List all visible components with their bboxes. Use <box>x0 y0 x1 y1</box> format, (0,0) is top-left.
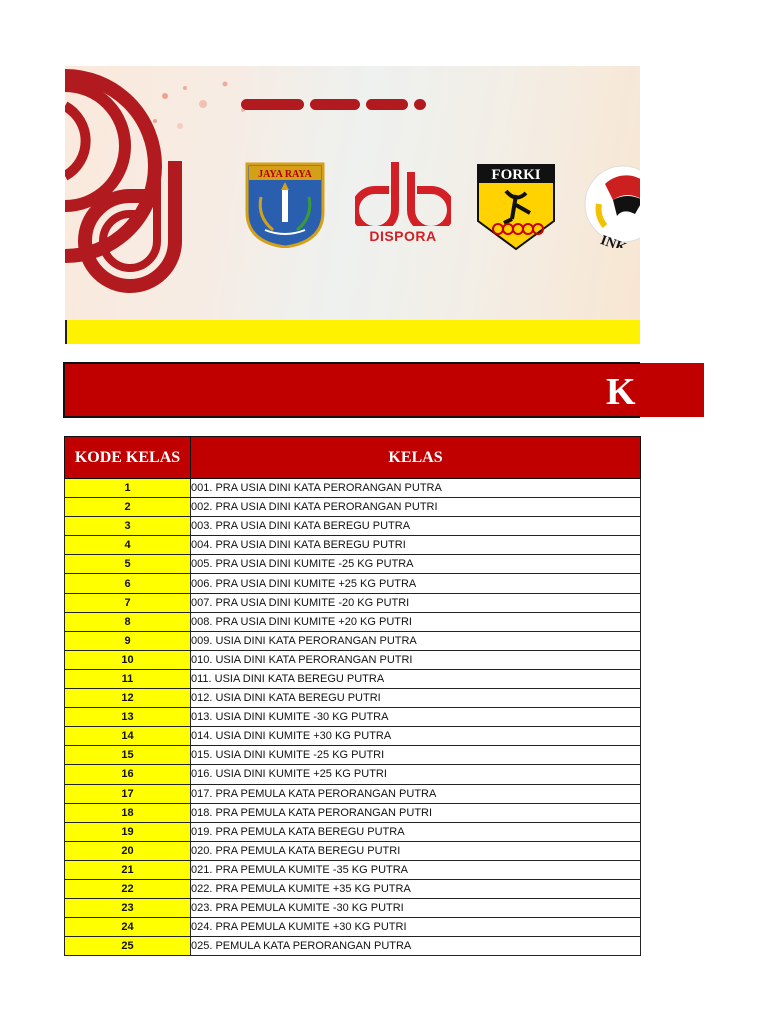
kode-kelas-cell[interactable]: 22 <box>65 879 191 898</box>
kelas-cell[interactable]: 005. PRA USIA DINI KUMITE -25 KG PUTRA <box>191 555 641 574</box>
svg-text:FORKI: FORKI <box>491 167 541 183</box>
table-row[interactable] <box>65 574 641 593</box>
table-row[interactable] <box>65 727 641 746</box>
table-row[interactable] <box>65 536 641 555</box>
kode-kelas-cell[interactable]: 19 <box>65 822 191 841</box>
kode-kelas-cell[interactable]: 1 <box>65 479 191 498</box>
kode-kelas-cell[interactable]: 4 <box>65 536 191 555</box>
kode-kelas-cell[interactable]: 13 <box>65 708 191 727</box>
table-row[interactable] <box>65 746 641 765</box>
table-row[interactable] <box>65 784 641 803</box>
yellow-strip <box>65 320 640 344</box>
kode-kelas-cell[interactable]: 21 <box>65 860 191 879</box>
kode-kelas-cell[interactable]: 15 <box>65 746 191 765</box>
kode-kelas-cell[interactable]: 23 <box>65 899 191 918</box>
dispora-logo: DISPORA <box>355 160 451 244</box>
table-row[interactable] <box>65 517 641 536</box>
kelas-cell[interactable]: 001. PRA USIA DINI KATA PERORANGAN PUTRA <box>191 479 641 498</box>
kode-kelas-cell[interactable]: 25 <box>65 937 191 956</box>
table-row[interactable] <box>65 841 641 860</box>
header-kelas: KELAS <box>191 437 641 479</box>
kode-kelas-cell[interactable]: 8 <box>65 612 191 631</box>
table-row[interactable] <box>65 631 641 650</box>
title-bar <box>63 362 640 418</box>
decorative-pills <box>241 99 426 110</box>
kode-kelas-cell[interactable]: 2 <box>65 498 191 517</box>
kode-kelas-cell[interactable]: 7 <box>65 593 191 612</box>
kelas-cell[interactable]: 006. PRA USIA DINI KUMITE +25 KG PUTRA <box>191 574 641 593</box>
inkai-logo <box>583 164 640 248</box>
kelas-table <box>64 436 641 956</box>
table-row[interactable] <box>65 689 641 708</box>
svg-text:INK: INK <box>598 233 629 248</box>
header-banner <box>65 66 640 320</box>
kelas-cell[interactable]: 022. PRA PEMULA KUMITE +35 KG PUTRA <box>191 879 641 898</box>
kelas-cell[interactable]: 008. PRA USIA DINI KUMITE +20 KG PUTRI <box>191 612 641 631</box>
kode-kelas-cell[interactable]: 14 <box>65 727 191 746</box>
kelas-cell[interactable]: 024. PRA PEMULA KUMITE +30 KG PUTRI <box>191 918 641 937</box>
kelas-cell[interactable]: 025. PEMULA KATA PERORANGAN PUTRA <box>191 937 641 956</box>
kode-kelas-cell[interactable]: 18 <box>65 803 191 822</box>
table-row[interactable] <box>65 822 641 841</box>
svg-text:JAYA RAYA: JAYA RAYA <box>258 169 312 180</box>
header-kode-kelas: KODE KELAS <box>65 437 191 479</box>
table-row[interactable] <box>65 918 641 937</box>
decorative-swirl <box>65 66 205 320</box>
kelas-cell[interactable]: 023. PRA PEMULA KUMITE -30 KG PUTRI <box>191 899 641 918</box>
kelas-cell[interactable]: 018. PRA PEMULA KATA PERORANGAN PUTRI <box>191 803 641 822</box>
kelas-cell[interactable]: 007. PRA USIA DINI KUMITE -20 KG PUTRI <box>191 593 641 612</box>
kelas-cell[interactable]: 016. USIA DINI KUMITE +25 KG PUTRI <box>191 765 641 784</box>
jaya-raya-emblem <box>243 162 327 248</box>
kelas-cell[interactable]: 021. PRA PEMULA KUMITE -35 KG PUTRA <box>191 860 641 879</box>
kelas-cell[interactable]: 009. USIA DINI KATA PERORANGAN PUTRA <box>191 631 641 650</box>
kelas-cell[interactable]: 012. USIA DINI KATA BEREGU PUTRI <box>191 689 641 708</box>
table-row[interactable] <box>65 612 641 631</box>
table-row[interactable] <box>65 899 641 918</box>
kelas-cell[interactable]: 020. PRA PEMULA KATA BEREGU PUTRI <box>191 841 641 860</box>
table-row[interactable] <box>65 708 641 727</box>
table-row[interactable] <box>65 803 641 822</box>
kode-kelas-cell[interactable]: 12 <box>65 689 191 708</box>
kelas-cell[interactable]: 003. PRA USIA DINI KATA BEREGU PUTRA <box>191 517 641 536</box>
kode-kelas-cell[interactable]: 24 <box>65 918 191 937</box>
kode-kelas-cell[interactable]: 17 <box>65 784 191 803</box>
kode-kelas-cell[interactable]: 20 <box>65 841 191 860</box>
kelas-cell[interactable]: 004. PRA USIA DINI KATA BEREGU PUTRI <box>191 536 641 555</box>
kode-kelas-cell[interactable]: 11 <box>65 669 191 688</box>
kelas-cell[interactable]: 019. PRA PEMULA KATA BEREGU PUTRA <box>191 822 641 841</box>
table-row[interactable] <box>65 765 641 784</box>
kelas-cell[interactable]: 015. USIA DINI KUMITE -25 KG PUTRI <box>191 746 641 765</box>
table-body <box>65 479 641 956</box>
kode-kelas-cell[interactable]: 9 <box>65 631 191 650</box>
table-row[interactable] <box>65 860 641 879</box>
table-row[interactable] <box>65 669 641 688</box>
table-row[interactable] <box>65 593 641 612</box>
kelas-cell[interactable]: 013. USIA DINI KUMITE -30 KG PUTRA <box>191 708 641 727</box>
table-row[interactable] <box>65 555 641 574</box>
kode-kelas-cell[interactable]: 10 <box>65 650 191 669</box>
table-row[interactable] <box>65 498 641 517</box>
forki-logo <box>476 163 556 251</box>
table-row[interactable] <box>65 879 641 898</box>
kelas-cell[interactable]: 017. PRA PEMULA KATA PERORANGAN PUTRA <box>191 784 641 803</box>
kelas-cell[interactable]: 002. PRA USIA DINI KATA PERORANGAN PUTRI <box>191 498 641 517</box>
page-title: K <box>606 371 636 413</box>
table-row[interactable] <box>65 479 641 498</box>
kelas-cell[interactable]: 010. USIA DINI KATA PERORANGAN PUTRI <box>191 650 641 669</box>
table-row[interactable] <box>65 650 641 669</box>
kelas-cell[interactable]: 014. USIA DINI KUMITE +30 KG PUTRA <box>191 727 641 746</box>
table-row[interactable] <box>65 937 641 956</box>
kode-kelas-cell[interactable]: 6 <box>65 574 191 593</box>
title-bar-extension <box>640 363 704 417</box>
kode-kelas-cell[interactable]: 16 <box>65 765 191 784</box>
kode-kelas-cell[interactable]: 3 <box>65 517 191 536</box>
table-header-row <box>65 437 641 479</box>
kelas-cell[interactable]: 011. USIA DINI KATA BEREGU PUTRA <box>191 669 641 688</box>
kode-kelas-cell[interactable]: 5 <box>65 555 191 574</box>
